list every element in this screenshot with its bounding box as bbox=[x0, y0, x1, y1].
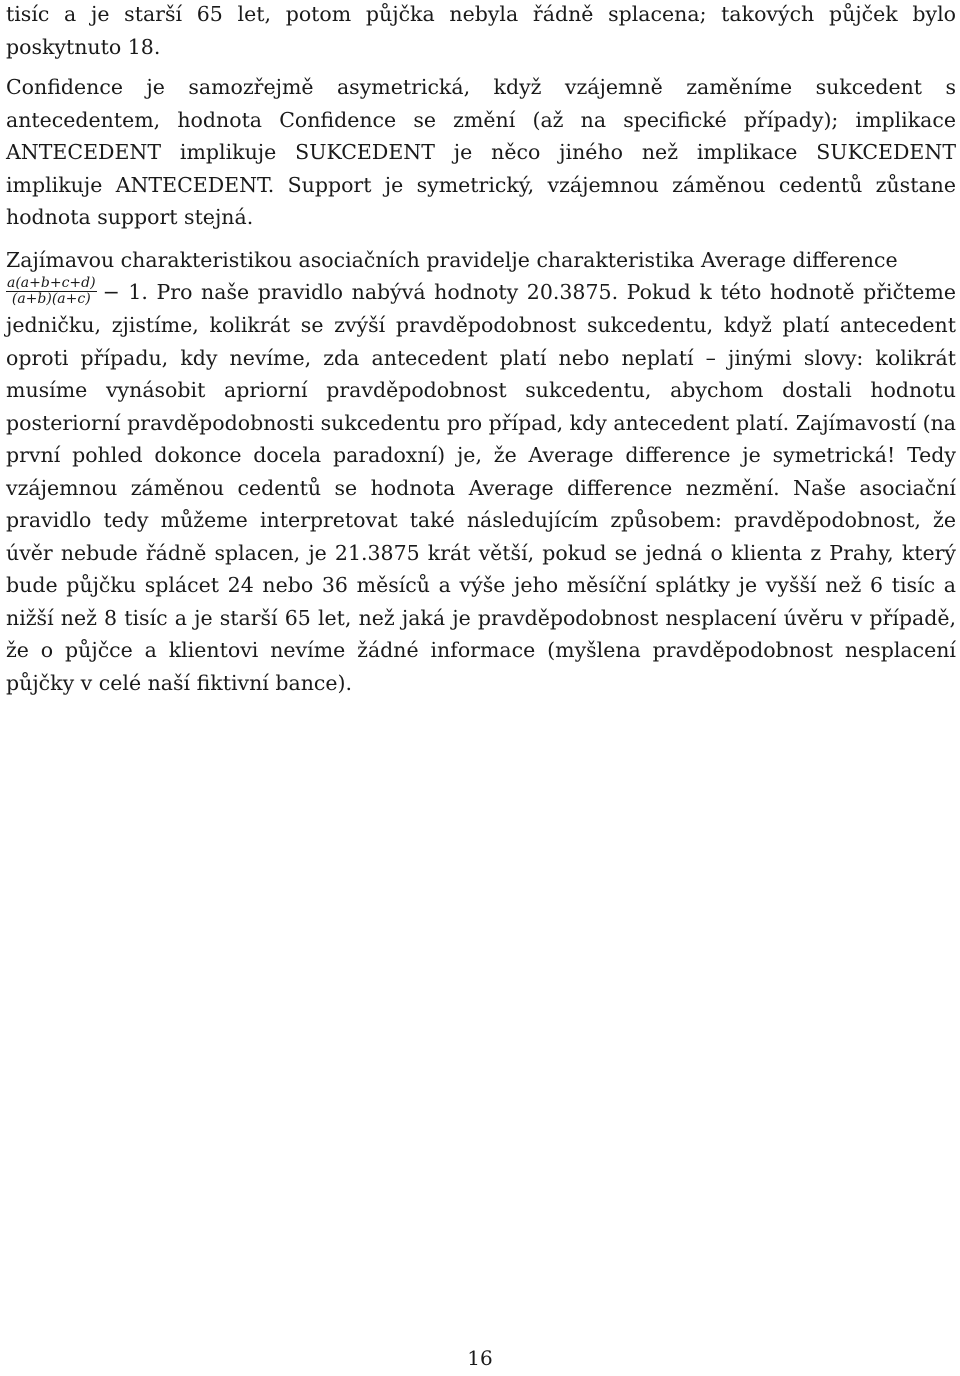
paragraph-confidence-support: Confidence je samozřejmě asymetrická, když vzájemně zaměníme sukcedent s antecedentem, hodnota Confidence se změní (až na specifické případy); implikace ANTECEDENT implikuje SUKCEDENT je něco jiného než implikace SUKCEDENT implikuje ANTECEDENT. Support je symetrický, vzájemnou záměnou cedentů zůstane hodnota support stejná. bbox=[6, 75, 956, 229]
average-difference-text: − 1. Pro naše pravidlo nabývá hodnoty 20.3875. Pokud k této hodnotě přičteme jedničku, zjistíme, kolikrát se zvýší pravděpodobnost sukcedentu, když platí antecedent oproti případu, kdy nevíme, zda antecedent platí nebo neplatí – jinými slovy: kolikrát musíme vynásobit apriorní pravděpodobnost sukcedentu, abychom dostali hodnotu posteriorní pravděpodobnosti sukcedentu pro případ, kdy antecedent platí. Zajímavostí (na první pohled dokonce docela paradoxní) je, že Average difference je symetrická! Tedy vzájemnou záměnou cedentů se hodnota Average difference nezmění. Naše asociační pravidlo tedy můžeme interpretovat také následujícím způsobem: pravděpodobnost, že úvěr nebude řádně splacen, je 21.3875 krát větší, pokud se jedná o klienta z Prahy, který bude půjčku splácet 24 nebo 36 měsíců a výše jeho měsíční splátky je vyšší než 6 tisíc a nižší než 8 tisíc a je starší 65 let, než jaká je pravděpodobnost nesplacení úvěru v případě, že o půjčce a klientovi nevíme žádné informace (myšlena pravděpodobnost nesplacení půjčky v celé naší fiktivní bance). bbox=[6, 280, 956, 695]
average-difference-formula bbox=[6, 276, 97, 307]
page-number: 16 bbox=[467, 1346, 493, 1370]
average-difference-intro: Zajímavou charakteristikou asociačních pravidelje charakteristika Average difference bbox=[6, 247, 898, 272]
document-page bbox=[6, 0, 956, 699]
formula-numerator: a(a+b+c+d) bbox=[7, 275, 96, 291]
paragraph-continuation: tisíc a je starší 65 let, potom půjčka nebyla řádně splacena; takových půjček bylo poskytnuto 18. bbox=[6, 2, 956, 59]
paragraph-average-difference bbox=[6, 244, 956, 700]
formula-denominator: (a+b)(a+c) bbox=[11, 291, 91, 307]
